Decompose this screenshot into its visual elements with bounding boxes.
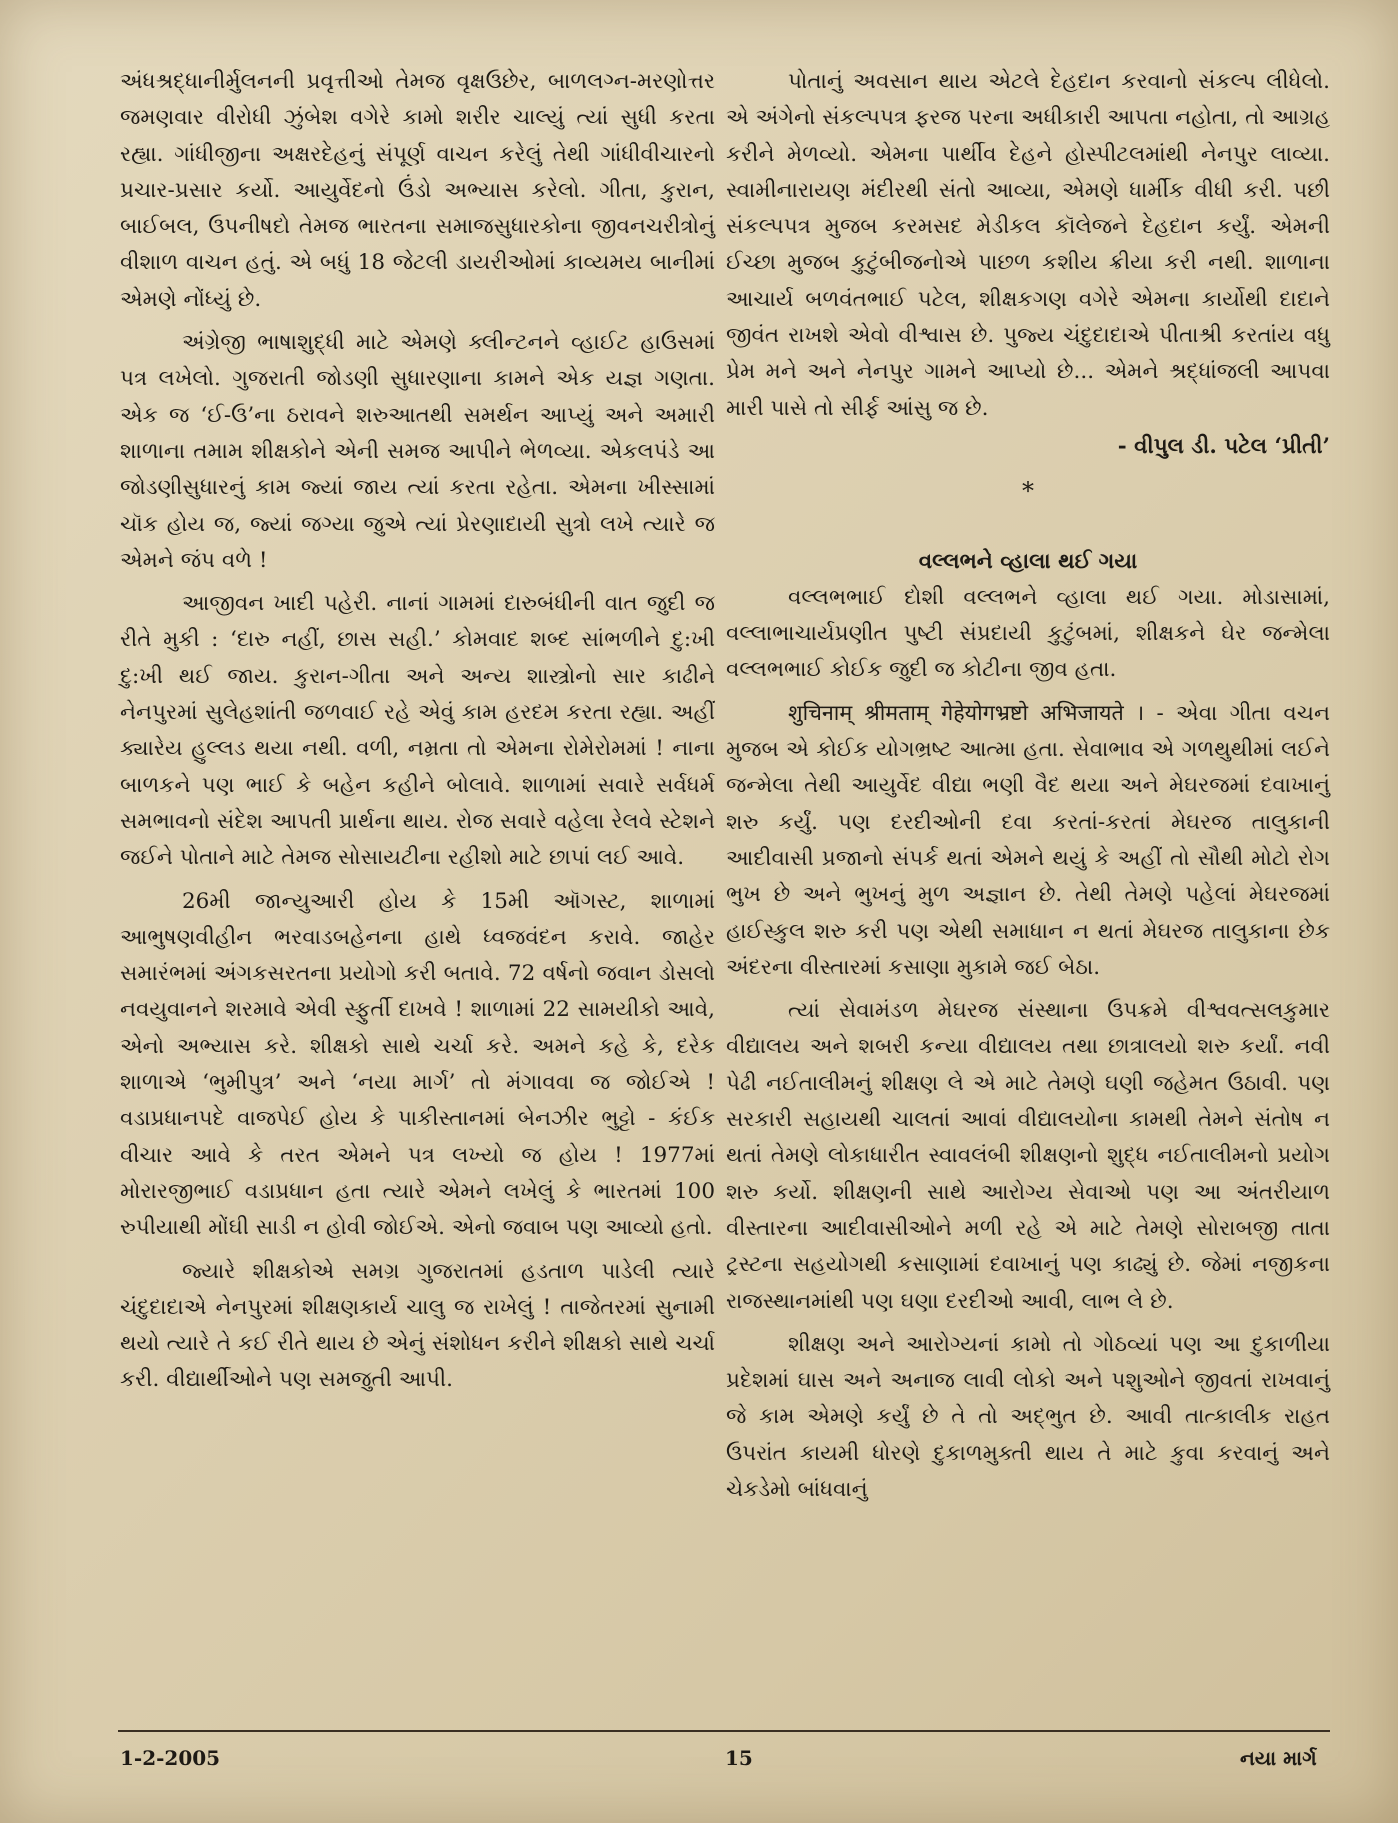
right-paragraph-3: शुचिनाम् श्रीमताम् गेहेयोगभ्रष्टो अभिजायते । - એવા ગીતા વચન મુજબ એ કોઈક યોગભ્રષ્ટ આત્મા હતા. સેવાભાવ એ ગળથુથીમાં લઈને જન્મેલા તેથી આયુર્વેદ વીદ્યા ભણી વૈદ થયા અને મેઘરજમાં દવાખાનું શરુ કર્યું. પણ દરદીઓની દવા કરતાં-કરતાં મેઘરજ તાલુકાની આદીવાસી પ્રજાનો સંપર્ક થતાં એમને થયું કે અહીં તો સૌથી મોટો રોગ ભુખ છે અને ભુખનું મુળ અજ્ઞાન છે. તેથી તેમણે પહેલાં મેઘરજમાં હાઈસ્કુલ શરુ કરી પણ એથી સમાધાન ન થતાં મેઘરજ તાલુકાના છેક અંદરના વીસ્તારમાં કસાણા મુકામે જઈ બેઠા. <box>726 700 1330 980</box>
article-author: - વીપુલ ડી. પટેલ ‘પ્રીતી’ <box>1117 433 1330 459</box>
right-column <box>726 64 1330 1508</box>
left-paragraph-2: અંગ્રેજી ભાષાશુદ્ધી માટે એમણે ક્લીન્ટનને વ્હાઈટ હાઉસમાં પત્ર લખેલો. ગુજરાતી જોડણી સુધારણાના કામને એક યજ્ઞ ગણતા. એક જ ‘ઈ-ઉ’ના ઠરાવને શરુઆતથી સમર્થન આપ્યું અને અમારી શાળાના તમામ શીક્ષકોને એની સમજ આપીને ભેળવ્યા. એકલપંડે આ જોડણીસુધારનું કામ જ્યાં જાય ત્યાં કરતા રહેતા. એમના ખીસ્સામાં ચૉક હોય જ, જ્યાં જગ્યા જુએ ત્યાં પ્રેરણાદાયી સુત્રો લખે ત્યારે જ એમને જંપ વળે ! <box>120 330 715 573</box>
footer-divider <box>118 1730 1330 1732</box>
footer-date: 1-2-2005 <box>120 1746 221 1770</box>
magazine-name: નયા માર્ગ <box>1240 1746 1317 1770</box>
article-heading: વલ્લભને વ્હાલા થઈ ગયા <box>918 548 1138 574</box>
left-paragraph-3: આજીવન ખાદી પહેરી. નાનાં ગામમાં દારુબંધીની વાત જુદી જ રીતે મુકી : ‘દારુ નહીં, છાસ સહી.’ કોમવાદ શબ્દ સાંભળીને દુ:ખી દુ:ખી થઈ જાય. કુરાન-ગીતા અને અન્ય શાસ્ત્રોનો સાર કાઢીને નેનપુરમાં સુલેહશાંતી જળવાઈ રહે એવું કામ હરદમ કરતા રહ્યા. અહીં ક્યારેય હુલ્લડ થયા નથી. વળી, નમ્રતા તો એમના રોમેરોમમાં ! નાના બાળકને પણ ભાઈ કે બહેન કહીને બોલાવે. શાળામાં સવારે સર્વધર્મ સમભાવનો સંદેશ આપતી પ્રાર્થના થાય. રોજ સવારે વહેલા રેલવે સ્ટેશને જઈને પોતાને માટે તેમજ સોસાયટીના રહીશો માટે છાપાં લઈ આવે. <box>120 591 715 871</box>
left-paragraph-5: જ્યારે શીક્ષકોએ સમગ્ર ગુજરાતમાં હડતાળ પાડેલી ત્યારે ચંદુદાદાએ નેનપુરમાં શીક્ષણકાર્ય ચાલુ જ રાખેલું ! તાજેતરમાં સુનામી થયો ત્યારે તે કઈ રીતે થાય છે એનું સંશોધન કરીને શીક્ષકો સાથે ચર્ચા કરી. વીદ્યાર્થીઓને પણ સમજુતી આપી. <box>120 1258 715 1393</box>
right-paragraph-5: શીક્ષણ અને આરોગ્યનાં કામો તો ગોઠવ્યાં પણ આ દુકાળીયા પ્રદેશમાં ઘાસ અને અનાજ લાવી લોકો અને પશુઓને જીવતાં રાખવાનું જે કામ એમણે કર્યું છે તે તો અદ્ભુત છે. આવી તાત્કાલીક રાહત ઉપરાંત કાયમી ધોરણે દુકાળમુક્તી થાય તે માટે કુવા કરવાનું અને ચેકડેમો બાંધવાનું <box>726 1331 1330 1502</box>
left-paragraph-1: અંધશ્રદ્ધાનીર્મુલનની પ્રવૃત્તીઓ તેમજ વૃક્ષઉછેર, બાળલગ્ન-મરણોત્તર જમણવાર વીરોધી ઝુંબેશ વગેરે કામો શરીર ચાલ્યું ત્યાં સુધી કરતા રહ્યા. ગાંધીજીના અક્ષરદેહનું સંપૂર્ણ વાચન કરેલું તેથી ગાંધીવીચારનો પ્રચાર-પ્રસાર કર્યો. આયુર્વેદનો ઉંડો અભ્યાસ કરેલો. ગીતા, કુરાન, બાઈબલ, ઉપનીષદો તેમજ ભારતના સમાજસુધારકોના જીવનચરીત્રોનું વીશાળ વાચન હતું. એ બધું 18 જેટલી ડાયરીઓમાં કાવ્યમય બાનીમાં એમણે નોંધ્યું છે. <box>120 69 715 312</box>
section-separator: * <box>1022 477 1034 506</box>
right-paragraph-1: પોતાનું અવસાન થાય એટલે દેહદાન કરવાનો સંકલ્પ લીધેલો. એ અંગેનો સંકલ્પપત્ર ફરજ પરના અધીકારી આપતા નહોતા, તો આગ્રહ કરીને મેળવ્યો. એમના પાર્થીવ દેહને હોસ્પીટલમાંથી નેનપુર લાવ્યા. સ્વામીનારાયણ મંદીરથી સંતો આવ્યા, એમણે ધાર્મીક વીધી કરી. પછી સંકલ્પપત્ર મુજબ કરમસદ મેડીકલ કૉલેજને દેહદાન કર્યું. એમની ઈચ્છા મુજબ કુટુંબીજનોએ પાછળ કશીય ક્રીયા કરી નથી. શાળાના આચાર્ય બળવંતભાઈ પટેલ, શીક્ષકગણ વગેરે એમના કાર્યોથી દાદાને જીવંત રાખશે એવો વીશ્વાસ છે. પુજ્ય ચંદુદાદાએ પીતાશ્રી કરતાંય વધુ પ્રેમ મને અને નેનપુર ગામને આપ્યો છે... એમને શ્રદ્ધાંજલી આપવા મારી પાસે તો સીર્ફ આંસુ જ છે. <box>726 69 1330 421</box>
left-column <box>120 64 715 1399</box>
page-number: 15 <box>725 1746 753 1770</box>
right-paragraph-2: વલ્લભભાઈ દોશી વલ્લભને વ્હાલા થઈ ગયા. મોડાસામાં, વલ્લાભાચાર્યપ્રણીત પુષ્ટી સંપ્રદાયી કુટુંબમાં, શીક્ષકને ઘેર જન્મેલા વલ્લભભાઈ કોઈક જુદી જ કોટીના જીવ હતા. <box>726 584 1330 683</box>
left-paragraph-4: 26મી જાન્યુઆરી હોય કે 15મી ઑગસ્ટ, શાળામાં આભુષણવીહીન ભરવાડબહેનના હાથે ધ્વજવંદન કરાવે. જાહેર સમારંભમાં અંગકસરતના પ્રયોગો કરી બતાવે. 72 વર્ષનો જવાન ડોસલો નવયુવાનને શરમાવે એવી સ્ફુર્તી દાખવે ! શાળામાં 22 સામયીકો આવે, એનો અભ્યાસ કરે. શીક્ષકો સાથે ચર્ચા કરે. અમને કહે કે, દરેક શાળાએ ‘ભુમીપુત્ર’ અને ‘નયા માર્ગ’ તો મંગાવવા જ જોઈએ ! વડાપ્રધાનપદે વાજપેઈ હોય કે પાકીસ્તાનમાં બેનઝીર ભુટ્ટો - કંઈક વીચાર આવે કે તરત એમને પત્ર લખ્યો જ હોય ! 1977માં મોરારજીભાઈ વડાપ્રધાન હતા ત્યારે એમને લખેલું કે ભારતમાં 100 રુપીયાથી મોંઘી સાડી ન હોવી જોઈએ. એનો જવાબ પણ આવ્યો હતો. <box>120 888 715 1241</box>
right-paragraph-4: ત્યાં સેવામંડળ મેઘરજ સંસ્થાના ઉપક્રમે વીશ્વવત્સલકુમાર વીદ્યાલય અને શબરી કન્યા વીદ્યાલય તથા છાત્રાલયો શરુ કર્યાં. નવી પેઢી નઈતાલીમનું શીક્ષણ લે એ માટે તેમણે ઘણી જહેમત ઉઠાવી. પણ સરકારી સહાયથી ચાલતાં આવાં વીદ્યાલયોના કામથી તેમને સંતોષ ન થતાં તેમણે લોકાધારીત સ્વાવલંબી શીક્ષણનો શુદ્ધ નઈતાલીમનો પ્રયોગ શરુ કર્યો. શીક્ષણની સાથે આરોગ્ય સેવાઓ પણ આ અંતરીયાળ વીસ્તારના આદીવાસીઓને મળી રહે એ માટે તેમણે સોરાબજી તાતા ટ્રસ્ટના સહયોગથી કસાણામાં દવાખાનું પણ કાઢ્યું છે. જેમાં નજીકના રાજસ્થાનમાંથી પણ ઘણા દરદીઓ આવી, લાભ લે છે. <box>726 998 1330 1314</box>
